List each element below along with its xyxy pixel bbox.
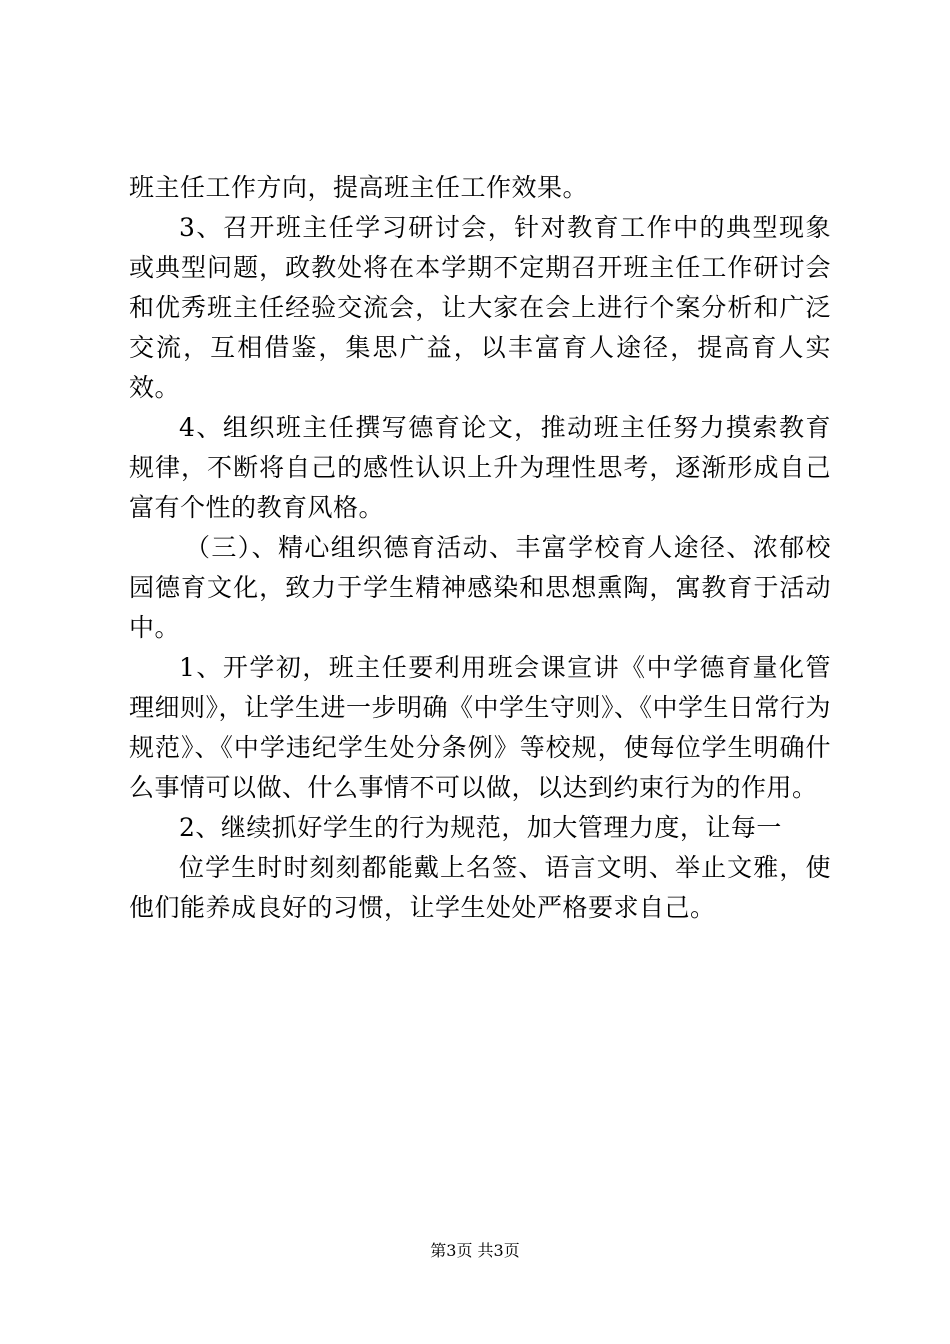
paragraph-continuation: 班主任工作方向，提高班主任工作效果。	[129, 173, 589, 202]
paragraph-item-4: 4、组织班主任撰写德育论文，推动班主任努力摸索教育规律，不断将自己的感性认识上升为理性思考，逐渐形成自己富有个性的教育风格。	[129, 413, 831, 522]
paragraph-item-1: 1、开学初，班主任要利用班会课宣讲《中学德育量化管理细则》，让学生进一步明确《中学生守则》、《中学生日常行为规范》、《中学违纪学生处分条例》等校规，使每位学生明确什么事情可以做、什么事情不可以做，以达到约束行为的作用。	[129, 653, 832, 802]
paragraph-item-2-continued: 位学生时时刻刻都能戴上名签、语言文明、举止文雅，使他们能养成良好的习惯，让学生处处严格要求自己。	[129, 853, 831, 922]
section-heading-3: （三）、精心组织德育活动、丰富学校育人途径、浓郁校园德育文化，致力于学生精神感染和思想熏陶，寓教育于活动中。	[129, 533, 831, 642]
paragraph-item-2: 2、继续抓好学生的行为规范，加大管理力度，让每一	[179, 813, 782, 842]
page-number-footer: 第3页 共3页	[430, 1241, 520, 1260]
document-body	[129, 168, 831, 928]
paragraph-item-3: 3、召开班主任学习研讨会，针对教育工作中的典型现象或典型问题，政教处将在本学期不定期召开班主任工作研讨会和优秀班主任经验交流会，让大家在会上进行个案分析和广泛交流，互相借鉴，集思广益，以丰富育人途径，提高育人实效。	[129, 213, 831, 402]
